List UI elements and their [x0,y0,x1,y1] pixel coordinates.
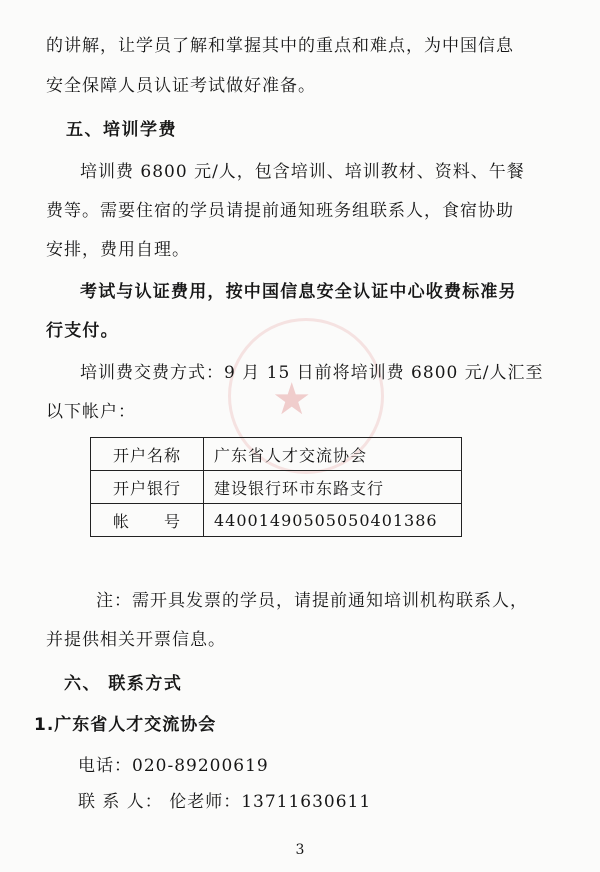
section-6-heading: 六、 联系方式 [64,674,183,694]
invoice-note-line-2: 并提供相关开票信息。 [46,630,226,650]
account-number-label: 帐 号 [91,504,204,537]
bank-account-table [90,437,462,537]
account-name-label: 开户名称 [91,438,204,471]
exam-fee-line-1: 考试与认证费用，按中国信息安全认证中心收费标准另 [80,282,517,302]
payment-line-2: 以下帐户： [46,402,136,422]
fee-line-1: 培训费 6800 元/人，包含培训、培训教材、资料、午餐 [80,162,525,182]
page-number: 3 [295,842,305,858]
org-heading: 1.广东省人才交流协会 [34,715,217,735]
section-5-heading: 五、培训学费 [66,120,177,140]
table-row [91,471,462,504]
table-row [91,504,462,537]
payment-line-1: 培训费交费方式：9 月 15 日前将培训费 6800 元/人汇至 [80,363,544,383]
phone-line: 电话：020-89200619 [78,756,269,776]
account-number-value: 44001490505050401386 [204,504,462,537]
bank-label: 开户银行 [91,471,204,504]
invoice-note-line-1: 注：需开具发票的学员，请提前通知培训机构联系人， [96,591,528,611]
intro-line-2: 安全保障人员认证考试做好准备。 [46,76,316,96]
bank-value: 建设银行环市东路支行 [204,471,462,504]
exam-fee-line-2: 行支付。 [46,321,119,341]
fee-line-3: 安排，费用自理。 [46,240,190,260]
intro-line-1: 的讲解，让学员了解和掌握其中的重点和难点，为中国信息 [46,36,514,56]
star-icon: ★ [272,374,312,425]
table-row [91,438,462,471]
account-name-value: 广东省人才交流协会 [204,438,462,471]
fee-line-2: 费等。需要住宿的学员请提前通知班务组联系人，食宿协助 [46,201,514,221]
contact-person-line: 联 系 人： 伦老师：13711630611 [78,792,372,812]
